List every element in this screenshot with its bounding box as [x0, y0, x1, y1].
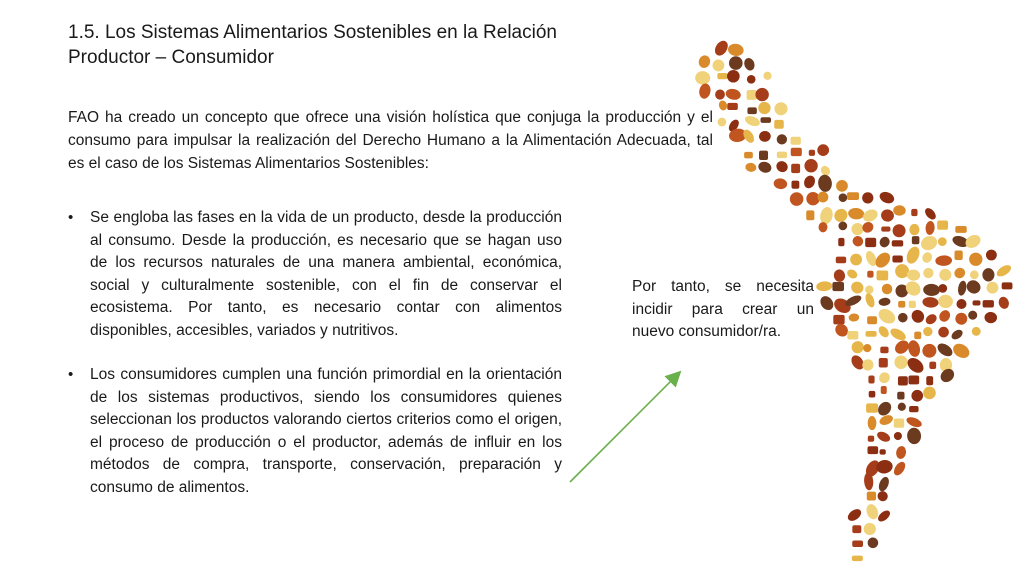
food-item-shape	[868, 376, 874, 384]
food-item-shape	[912, 236, 920, 244]
food-item-shape	[848, 207, 865, 220]
bullet-list	[68, 207, 562, 521]
food-item-shape	[791, 164, 800, 173]
bullet-item	[68, 364, 562, 499]
food-item-shape	[864, 292, 876, 309]
food-item-shape	[914, 332, 921, 339]
food-item-shape	[817, 174, 833, 193]
food-item-shape	[852, 556, 863, 561]
food-item-shape	[997, 295, 1010, 310]
food-item-shape	[833, 269, 846, 283]
food-item-shape	[950, 328, 965, 342]
food-item-shape	[892, 460, 908, 478]
food-item-shape	[923, 327, 932, 336]
food-item-shape	[861, 358, 875, 372]
food-item-shape	[986, 250, 997, 261]
food-item-shape	[898, 403, 906, 411]
food-item-shape	[911, 209, 917, 216]
food-item-shape	[847, 192, 859, 200]
food-item-shape	[866, 403, 878, 412]
food-item-shape	[817, 144, 829, 156]
food-item-shape	[867, 446, 878, 454]
food-item-shape	[806, 210, 814, 220]
food-item-shape	[935, 341, 955, 359]
food-item-shape	[950, 341, 972, 361]
food-item-shape	[868, 436, 874, 442]
food-item-shape	[867, 271, 873, 278]
food-item-shape	[774, 102, 787, 115]
food-item-shape	[881, 227, 890, 232]
food-item-shape	[911, 390, 923, 402]
food-item-shape	[955, 226, 966, 233]
bullet-text: Los consumidores cumplen una función primordial en la orientación de los sistemas productivos, siendo los consumidores quienes seleccionan los productos valorando ciertos criterios como el origen, el proceso de producción o el productor, además de influir en los métodos de compra, transporte, conservación, preparación y consumo de alimentos.	[90, 366, 562, 496]
food-item-shape	[909, 224, 919, 235]
food-item-shape	[833, 315, 844, 324]
food-item-shape	[804, 159, 817, 172]
food-item-shape	[924, 312, 939, 326]
food-item-shape	[774, 120, 784, 129]
food-item-shape	[895, 445, 907, 459]
food-item-shape	[851, 223, 863, 235]
food-item-shape	[725, 87, 742, 101]
food-item-shape	[727, 70, 740, 83]
food-item-shape	[892, 240, 903, 246]
food-item-shape	[761, 117, 772, 123]
food-item-shape	[697, 54, 712, 70]
food-item-shape	[867, 316, 877, 324]
side-note: Por tanto, se necesita incidir para crear un nuevo consumidor/ra.	[632, 278, 814, 340]
food-item-shape	[848, 313, 859, 322]
food-item-shape	[861, 207, 880, 224]
food-item-shape	[819, 206, 835, 226]
food-item-shape	[875, 399, 894, 418]
food-item-shape	[955, 250, 963, 260]
food-item-shape	[729, 56, 743, 70]
food-item-shape	[919, 234, 940, 253]
food-item-shape	[777, 134, 787, 144]
food-item-shape	[922, 296, 939, 308]
food-item-shape	[847, 331, 858, 339]
food-item-shape	[905, 355, 927, 376]
food-item-shape	[984, 311, 998, 323]
food-item-shape	[882, 284, 893, 295]
food-item-shape	[995, 263, 1013, 279]
food-item-shape	[983, 300, 994, 307]
food-item-shape	[818, 192, 829, 203]
food-item-shape	[909, 406, 919, 412]
food-item-shape	[791, 181, 799, 189]
food-item-shape	[715, 89, 726, 100]
food-item-shape	[759, 151, 768, 160]
food-item-shape	[895, 264, 909, 278]
food-item-shape	[923, 387, 936, 400]
food-item-shape	[907, 427, 922, 444]
food-map-image	[680, 40, 1020, 570]
food-item-shape	[758, 102, 770, 114]
food-item-shape	[877, 324, 891, 339]
food-item-shape	[894, 355, 907, 368]
bullet-dot-icon: •	[68, 209, 74, 226]
food-item-shape	[878, 297, 891, 306]
food-item-shape	[865, 286, 873, 294]
food-item-shape	[876, 306, 898, 327]
food-item-shape	[898, 313, 908, 323]
food-item-shape	[987, 282, 999, 294]
food-item-shape	[935, 255, 952, 266]
food-item-shape	[893, 205, 906, 216]
food-item-shape	[852, 540, 863, 547]
food-item-shape	[695, 71, 711, 85]
food-item-shape	[747, 107, 756, 114]
food-item-shape	[923, 206, 938, 221]
food-item-shape	[926, 376, 933, 385]
food-item-shape	[982, 268, 994, 281]
food-item-shape	[839, 193, 848, 202]
food-item-shape	[712, 40, 730, 58]
food-item-shape	[864, 523, 876, 535]
food-item-shape	[875, 430, 891, 444]
food-item-shape	[1002, 282, 1013, 289]
food-item-shape	[888, 326, 907, 343]
food-item-shape	[881, 386, 887, 394]
food-item-shape	[938, 294, 954, 308]
food-item-shape	[791, 137, 801, 145]
food-item-shape	[938, 327, 949, 338]
food-item-shape	[954, 311, 969, 326]
food-item-shape	[791, 148, 802, 156]
food-item-shape	[802, 174, 817, 190]
food-item-shape	[866, 535, 881, 550]
food-item-shape	[929, 362, 936, 369]
food-item-shape	[763, 72, 771, 80]
food-item-shape	[743, 114, 761, 128]
food-item-shape	[877, 370, 892, 385]
food-item-shape	[877, 270, 889, 280]
food-item-shape	[956, 299, 966, 309]
food-item-shape	[838, 222, 847, 231]
food-item-shape	[894, 432, 902, 440]
food-item-shape	[846, 507, 864, 523]
food-item-shape	[875, 459, 894, 475]
food-item-shape	[865, 238, 876, 247]
food-item-shape	[806, 192, 819, 205]
food-item-shape	[876, 489, 890, 503]
food-item-shape	[937, 308, 952, 324]
food-item-shape	[727, 43, 744, 57]
food-item-shape	[849, 280, 865, 296]
food-item-shape	[742, 57, 756, 72]
food-item-shape	[923, 268, 933, 278]
food-item-shape	[832, 282, 844, 291]
food-item-shape	[852, 525, 861, 533]
bullet-text: Se engloba las fases en la vida de un producto, desde la producción al consumo. Desde la producción, es necesario que se hagan uso de los recursos naturales de una manera ambiental, económica, social y culturalmente sostenible, con el fin de conservar el ecosistema. Por tanto, es necesario contar con alimentos disponibles, accesibles, variados y nutritivos.	[90, 209, 562, 339]
food-item-shape	[892, 256, 902, 263]
food-item-shape	[925, 221, 935, 236]
food-item-shape	[836, 257, 846, 264]
food-item-shape	[909, 307, 926, 325]
food-item-shape	[880, 449, 886, 454]
green-arrow-icon	[560, 360, 690, 490]
food-item-shape	[957, 280, 968, 296]
food-item-shape	[816, 281, 833, 292]
food-item-shape	[877, 475, 891, 492]
food-item-shape	[908, 375, 919, 384]
food-item-shape	[907, 339, 922, 358]
food-item-shape	[757, 160, 773, 174]
food-item-shape	[970, 270, 979, 279]
food-item-shape	[850, 254, 862, 266]
food-item-shape	[866, 331, 877, 337]
food-item-shape	[758, 130, 771, 142]
food-item-shape	[964, 278, 983, 296]
food-item-shape	[727, 103, 738, 110]
food-item-shape	[972, 327, 981, 336]
food-item-shape	[832, 206, 850, 225]
food-item-shape	[878, 235, 892, 249]
food-item-shape	[897, 392, 904, 400]
food-item-shape	[878, 190, 896, 206]
food-item-shape	[968, 311, 977, 320]
food-item-shape	[878, 413, 894, 427]
food-item-shape	[864, 503, 880, 521]
food-item-shape	[879, 358, 888, 367]
food-item-shape	[860, 220, 875, 235]
food-item-shape	[969, 253, 982, 266]
food-item-shape	[773, 178, 788, 190]
food-item-shape	[937, 220, 948, 229]
bullet-item	[68, 207, 562, 342]
food-item-shape	[809, 150, 815, 156]
food-item-shape	[745, 162, 757, 173]
food-item-shape	[755, 88, 768, 101]
food-item-shape	[898, 301, 905, 308]
food-item-shape	[744, 152, 753, 158]
food-item-shape	[963, 232, 983, 250]
food-item-shape	[747, 90, 757, 100]
food-item-shape	[880, 208, 896, 223]
food-item-shape	[876, 508, 892, 523]
food-item-shape	[921, 251, 934, 265]
food-item-shape	[838, 238, 844, 246]
bullet-dot-icon: •	[68, 366, 74, 383]
food-item-shape	[904, 245, 922, 266]
food-item-shape	[905, 415, 923, 429]
food-item-shape	[920, 342, 938, 360]
food-item-shape	[818, 294, 836, 313]
food-item-shape	[938, 284, 947, 293]
food-item-shape	[973, 300, 981, 305]
food-item-shape	[747, 75, 756, 84]
food-item-shape	[836, 180, 848, 192]
food-item-shape	[898, 376, 908, 385]
food-item-shape	[718, 118, 727, 127]
food-item-shape	[845, 268, 859, 281]
food-item-shape	[774, 159, 790, 174]
food-item-shape	[923, 283, 940, 296]
food-item-shape	[790, 192, 804, 206]
food-item-shape	[851, 234, 865, 248]
food-item-shape	[863, 344, 871, 352]
slide-title: 1.5. Los Sistemas Alimentarios Sostenibles en la Relación Productor – Consumidor	[68, 22, 557, 68]
food-item-shape	[939, 269, 951, 281]
food-item-shape	[718, 100, 728, 112]
food-item-shape	[868, 416, 877, 430]
food-item-shape	[867, 492, 876, 501]
food-item-shape	[712, 60, 724, 72]
food-item-shape	[717, 73, 727, 79]
food-item-shape	[880, 347, 888, 354]
food-item-shape	[893, 224, 906, 237]
food-item-shape	[862, 192, 873, 203]
food-item-shape	[894, 419, 904, 428]
food-item-shape	[869, 391, 876, 398]
food-item-shape	[777, 152, 787, 158]
food-item-shape	[938, 237, 947, 246]
intro-paragraph: FAO ha creado un concepto que ofrece una visión holística que conjuga la producción y el consumo para impulsar la realización del Derecho Humano a la Alimentación Adecuada, tal es el caso de los Sistemas Alimentarios Sostenibles:	[68, 109, 713, 172]
food-item-shape	[953, 266, 967, 280]
food-item-shape	[909, 301, 916, 308]
food-item-shape	[698, 83, 712, 100]
